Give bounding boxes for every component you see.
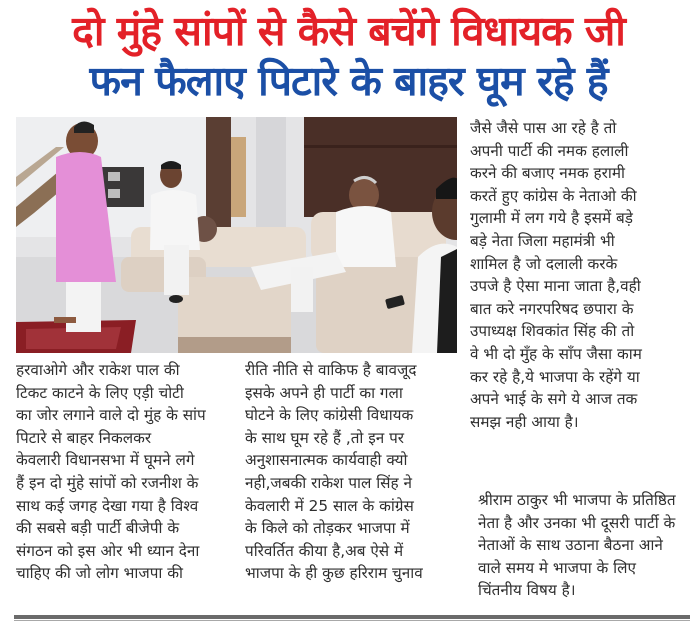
text-line: पिटारे से बाहर निकलकर [16, 428, 152, 447]
text-line: करतें हुए कांग्रेस के नेताओ की [470, 186, 637, 205]
article-column-left [16, 359, 230, 585]
text-line: हैं इन दो मुंहे सांपों को रजनीश के [16, 473, 199, 492]
text-line: इसके अपने ही पार्टी का गला [245, 383, 403, 402]
bottom-divider-thin [14, 620, 690, 621]
article-column-middle [245, 359, 459, 585]
article-column-right [470, 117, 686, 433]
text-line: नही,जबकी राकेश पाल सिंह ने [245, 473, 412, 492]
text-line: वाले समय मे भाजपा के लिए [478, 558, 636, 577]
text-line: चिंतनीय विषय है। [478, 581, 576, 600]
text-line: उपजे है ऐसा माना जाता है,वही [470, 277, 641, 296]
text-line: वे भी दो मुँह के साँप जैसा काम [470, 344, 642, 363]
text-line: शामिल है जो दलाली करके [470, 254, 618, 273]
text-line: भाजपा के ही कुछ हरिराम चुनाव [245, 564, 423, 583]
text-line: उपाध्यक्ष शिवकांत सिंह की तो [470, 322, 635, 341]
text-line: अपनी पार्टी की नमक हलाली [470, 141, 629, 160]
text-line: कर रहे है,ये भाजपा के रहेंगे या [470, 367, 640, 386]
text-line: टिकट काटने के लिए एड़ी चोटी [16, 383, 184, 402]
text-line: अनुशासनात्मक कार्यवाही क्यो [245, 451, 408, 470]
text-line: समझ नही आया है। [470, 412, 579, 431]
bottom-divider [14, 615, 690, 619]
text-line: नेता है और उनका भी दूसरी पार्टी के [478, 513, 676, 532]
text-line: करने की बजाए नमक हरामी [470, 164, 625, 183]
text-line: परिवर्तित कीया है,अब ऐसे में [245, 541, 404, 560]
text-line: के किले को तोड़कर भाजपा में [245, 519, 410, 538]
text-line: का जोर लगाने वाले दो मुंह के सांप [16, 406, 206, 425]
text-line: हरवाओगे और राकेश पाल की [16, 361, 180, 379]
text-line: जैसे जैसे पास आ रहे है तो [470, 119, 617, 137]
text-line: केवलारी विधानसभा में घूमने लगे [16, 451, 195, 470]
text-line: घोटने के लिए कांग्रेसी विधायक [245, 406, 414, 425]
text-line: साथ कई जगह देखा गया है विश्व [16, 496, 199, 515]
text-line: की सबसे बड़ी पार्टी बीजेपी के [16, 519, 180, 538]
text-line: संगठन को इस ओर भी ध्यान देना [16, 541, 200, 560]
article-column-right-paragraph-2 [478, 489, 688, 602]
text-line: रीति नीति से वाकिफ है बावजूद [245, 361, 417, 379]
text-line: केवलारी में 25 साल के कांग्रेस [245, 496, 414, 515]
text-line: श्रीराम ठाकुर भी भाजपा के प्रतिष्ठित [478, 491, 676, 509]
headline-line-1: दो मुंहे सांपों से कैसे बचेंगे विधायक जी [72, 7, 625, 55]
text-line: नेताओं के साथ उठाना बैठना आने [478, 536, 663, 555]
news-photo [16, 117, 457, 353]
text-line: अपने भाई के सगे ये आज तक [470, 390, 638, 409]
headline-line-2: फन फैलाए पिटारे के बाहर घूम रहे हैं [89, 57, 608, 105]
text-line: के साथ घूम रहे हैं ,तो इन पर [245, 428, 405, 447]
text-line: चाहिए की जो लोग भाजपा की [16, 564, 183, 583]
text-line: बड़े नेता जिला महामंत्री भी [470, 231, 615, 250]
text-line: बात करे नगरपरिषद छपारा के [470, 299, 634, 318]
text-line: गुलामी में लग गये है इसमें बड़े [470, 209, 633, 228]
